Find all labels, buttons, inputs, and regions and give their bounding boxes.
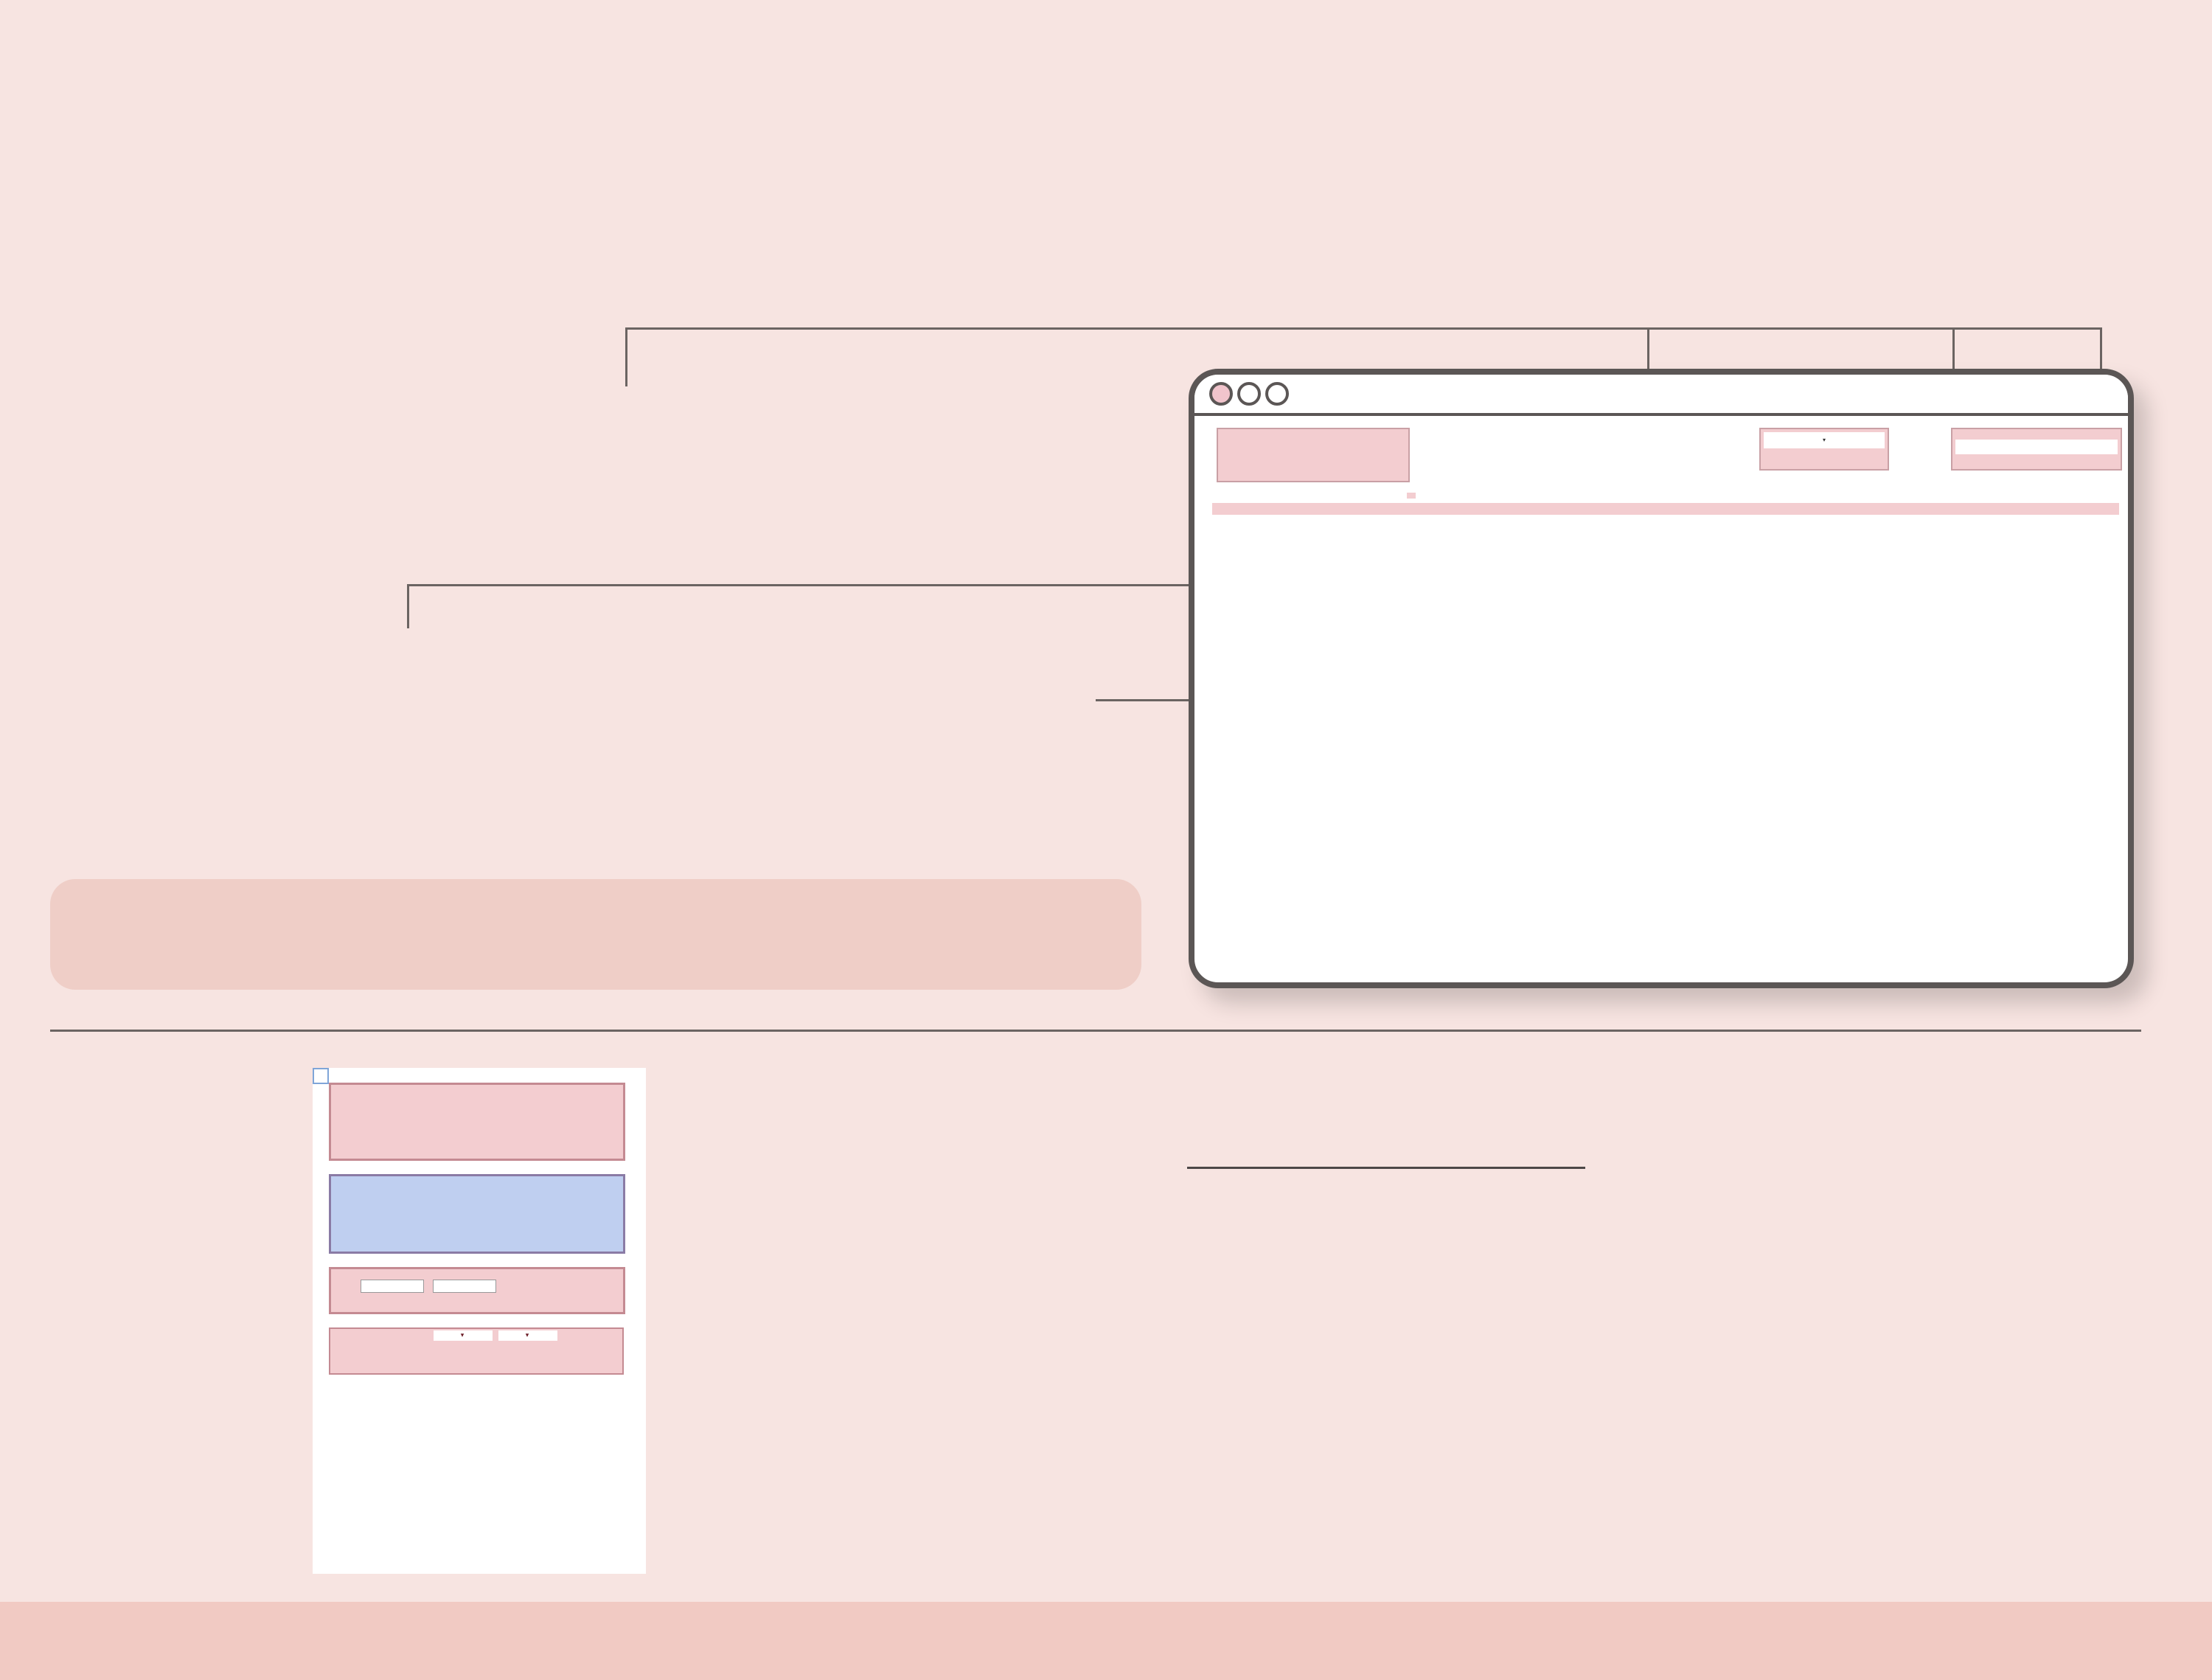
accounts-total-row [330,1358,622,1373]
fixed-rates-box [1951,428,2122,471]
expense-title-box [1217,428,1410,482]
fixed-rates-values [1955,440,2118,454]
total-income-cell [431,1358,495,1373]
accounts-header [330,1329,431,1358]
total-expenses-cell [495,1358,560,1373]
connector-line [407,584,409,628]
date-from-input[interactable] [361,1280,424,1293]
total-label [330,1358,431,1373]
highlight-category-box [1759,428,1889,471]
balance-title-box [329,1083,625,1161]
browser-mockup [1189,369,2134,988]
balance-header [560,1329,622,1358]
corner-marker [313,1068,329,1084]
total-expenses-row [1407,493,1599,501]
window-dot-icon [1209,382,1233,406]
date-to-input[interactable] [433,1280,496,1293]
section-divider [50,1030,2141,1032]
accounts-table [329,1327,624,1375]
window-dot-icon [1237,382,1261,406]
window-dot-icon [1265,382,1289,406]
date-range-box [329,1267,625,1314]
connector-line [625,327,2102,330]
highlight-callout [50,879,1141,990]
expenses-header-cell [495,1329,560,1358]
expense-sheet [1205,419,2124,979]
chevron-down-icon: ▾ [525,1332,531,1339]
chevron-down-icon: ▾ [1822,437,1826,443]
accounts-table-header [330,1329,622,1358]
income-mode-select[interactable] [434,1330,493,1341]
expenses-mode-select[interactable] [498,1330,557,1341]
footer-band [0,1602,2212,1680]
browser-toolbar [1194,375,2128,416]
total-expenses-label [1407,493,1416,499]
income-header-cell [431,1329,495,1358]
expense-table-header [1212,503,2119,515]
chevron-down-icon: ▾ [460,1332,466,1339]
total-balance-cell [560,1358,622,1373]
highlight-category-select[interactable] [1764,432,1885,448]
balance-card [313,1068,646,1574]
total-balance-box [329,1174,625,1254]
heading-underline [1187,1167,1585,1169]
connector-line [625,327,627,386]
total-balance-amount [331,1193,623,1210]
